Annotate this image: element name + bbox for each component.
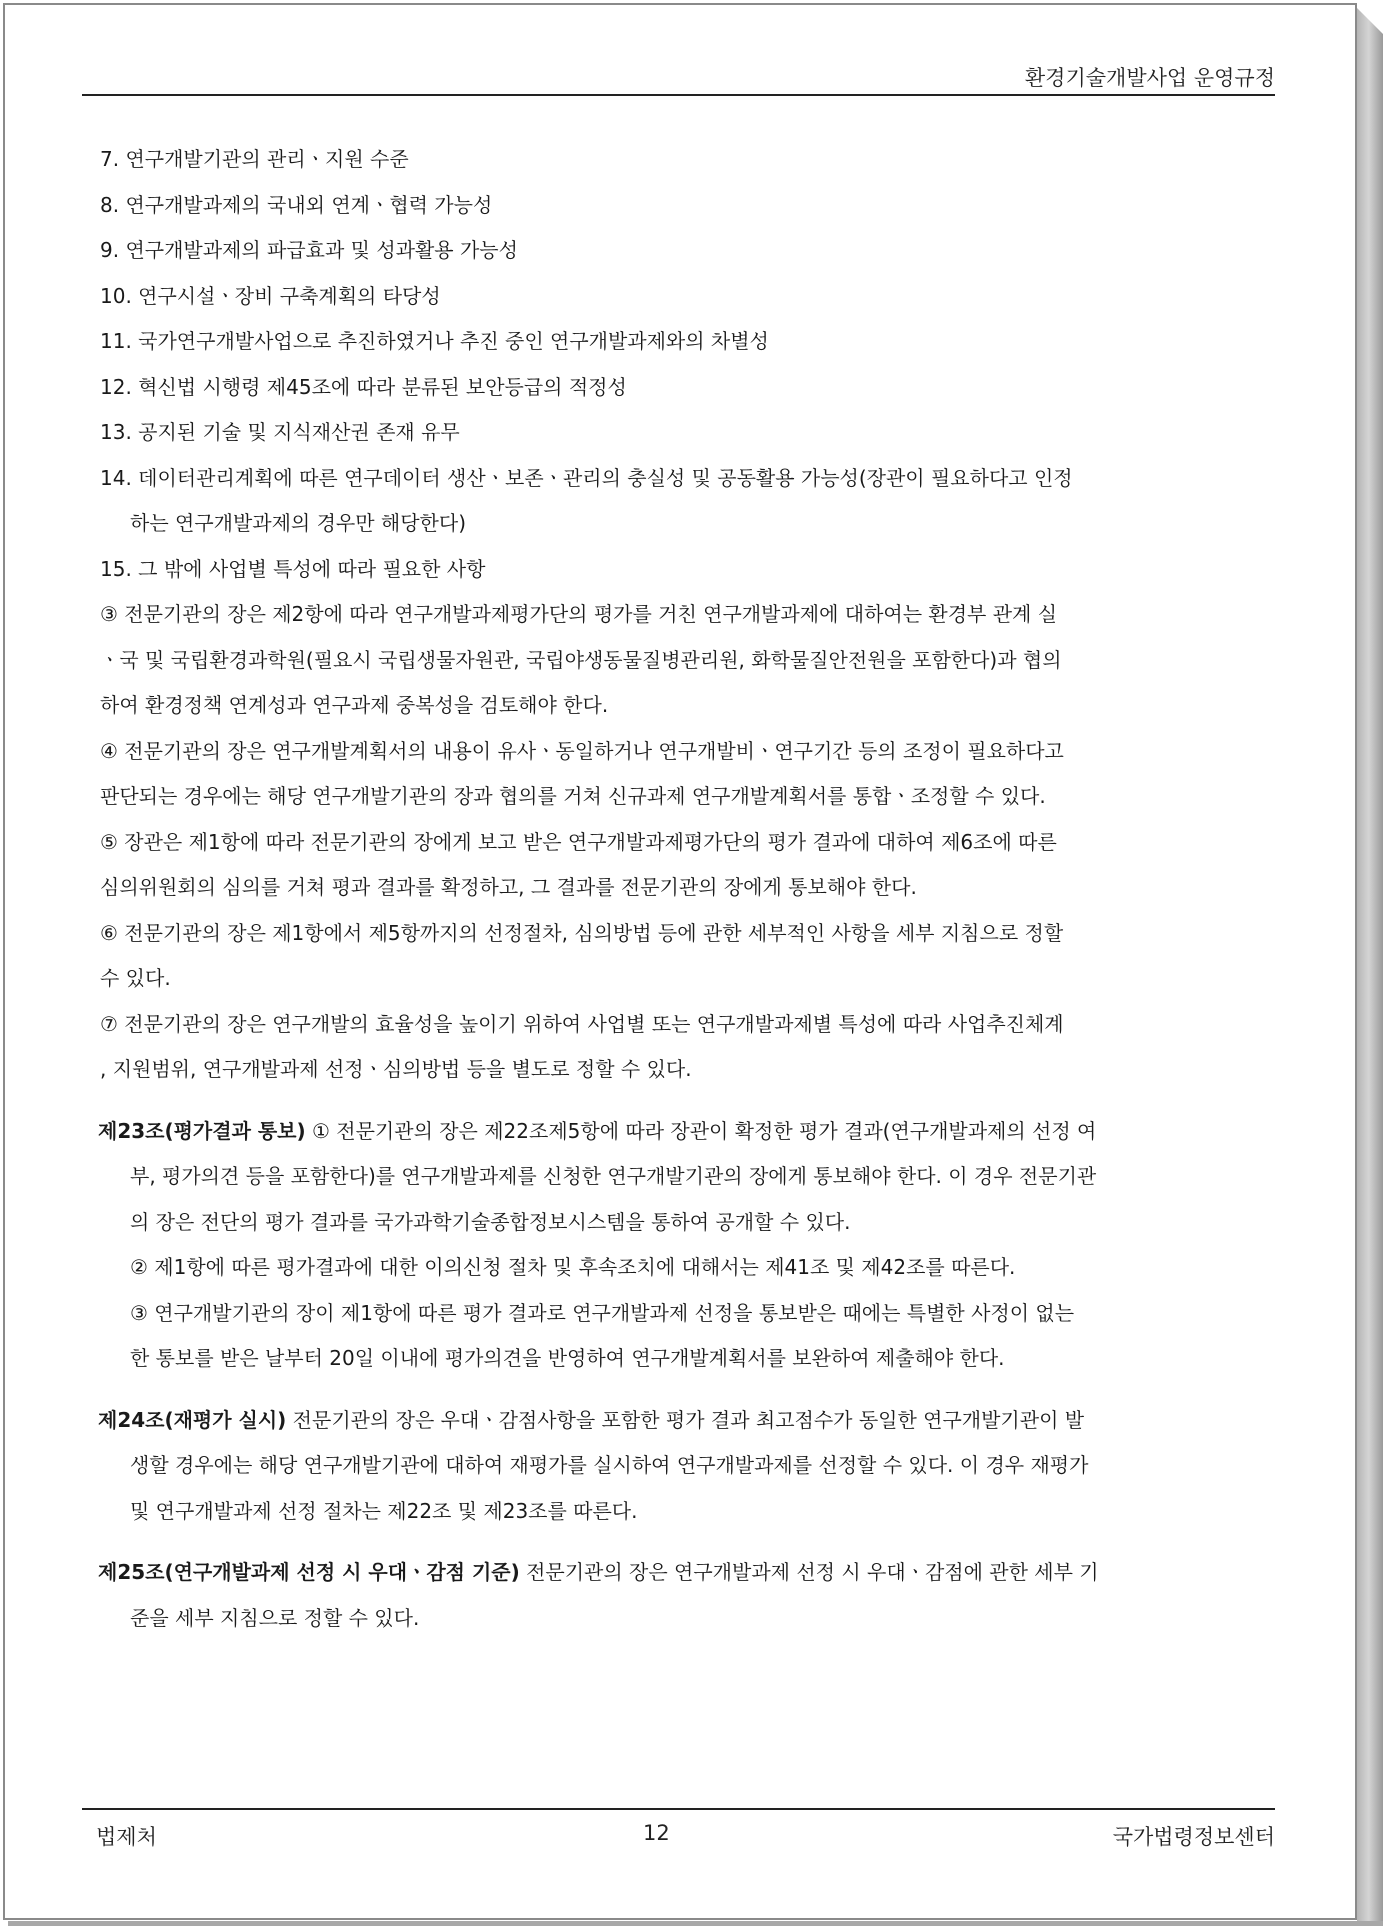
section-gap <box>100 1382 1275 1398</box>
footer-rule <box>82 1808 1275 1810</box>
paragraph-line: ㆍ국 및 국립환경과학원(필요시 국립생물자원관, 국립야생동물질병관리원, 화학물질안전원을 포함한다)과 협의 <box>100 647 1062 672</box>
header-title: 환경기술개발사업 운영규정 <box>1024 66 1275 90</box>
article-23-heading: 제23조(평가결과 통보) <box>98 1118 306 1143</box>
paragraph-line: 하여 환경정책 연계성과 연구과제 중복성을 검토해야 한다. <box>100 693 609 717</box>
article-23-line: 한 통보를 받은 날부터 20일 이내에 평가의견을 반영하여 연구개발계획서를 보완하여 제출해야 한다. <box>130 1346 1005 1370</box>
article-23-line: ② 제1항에 따른 평가결과에 대한 이의신청 절차 및 후속조치에 대해서는 제41조 및 제42조를 따른다. <box>130 1255 1016 1279</box>
paragraph-line: ④ 전문기관의 장은 연구개발계획서의 내용이 유사ㆍ동일하거나 연구개발비ㆍ연구기간 등의 조정이 필요하다고 <box>100 738 1064 763</box>
paragraph-line: 심의위원회의 심의를 거쳐 평과 결과를 확정하고, 그 결과를 전문기관의 장에게 통보해야 한다. <box>100 875 917 899</box>
footer-source: 법제처 <box>96 1825 157 1849</box>
page-bottom-shadow <box>8 1921 1383 1926</box>
article-24-text: 전문기관의 장은 우대ㆍ감점사항을 포함한 평가 결과 최고점수가 동일한 연구개발기관이 발 <box>286 1407 1085 1432</box>
list-item: 11. 국가연구개발사업으로 추진하였거나 추진 중인 연구개발과제와의 차별성 <box>100 329 769 353</box>
article-23-text: ① 전문기관의 장은 제22조제5항에 따라 장관이 확정한 평가 결과(연구개발과제의 선정 여 <box>305 1118 1097 1143</box>
article-23-line: 부, 평가의견 등을 포함한다)를 연구개발과제를 신청한 연구개발기관의 장에게 통보해야 한다. 이 경우 전문기관 <box>130 1164 1097 1188</box>
section-gap <box>100 1534 1275 1550</box>
document-body <box>100 137 1275 1641</box>
article-25-heading: 제25조(연구개발과제 선정 시 우대ㆍ감점 기준) <box>98 1560 520 1584</box>
article-23-line: 의 장은 전단의 평가 결과를 국가과학기술종합정보시스템을 통하여 공개할 수 있다. <box>130 1209 851 1234</box>
article-24-line <box>98 1398 1275 1444</box>
page-curl-shadow <box>1357 8 1383 1923</box>
article-24-heading: 제24조(재평가 실시) <box>98 1407 287 1432</box>
list-item: 12. 혁신법 시행령 제45조에 따라 분류된 보안등급의 적정성 <box>100 374 627 399</box>
list-item: 14. 데이터관리계획에 따른 연구데이터 생산ㆍ보존ㆍ관리의 충실성 및 공동활용 가능성(장관이 필요하다고 인정 <box>100 465 1073 490</box>
article-23-line <box>98 1109 1275 1155</box>
list-item: 9. 연구개발과제의 파급효과 및 성과활용 가능성 <box>100 238 518 262</box>
page-number: 12 <box>643 1821 670 1845</box>
paragraph-line: ⑤ 장관은 제1항에 따라 전문기관의 장에게 보고 받은 연구개발과제평가단의 평가 결과에 대하여 제6조에 따른 <box>100 829 1057 854</box>
header-rule <box>82 94 1275 96</box>
article-25-text: 전문기관의 장은 연구개발과제 선정 시 우대ㆍ감점에 관한 세부 기 <box>519 1560 1099 1584</box>
paragraph-line: , 지원범위, 연구개발과제 선정ㆍ심의방법 등을 별도로 정할 수 있다. <box>100 1057 692 1081</box>
list-item: 13. 공지된 기술 및 지식재산권 존재 유무 <box>100 420 460 444</box>
list-item: 8. 연구개발과제의 국내외 연계ㆍ협력 가능성 <box>100 192 493 217</box>
list-item: 10. 연구시설ㆍ장비 구축계획의 타당성 <box>100 283 441 308</box>
paragraph-line: ⑦ 전문기관의 장은 연구개발의 효율성을 높이기 위하여 사업별 또는 연구개발과제별 특성에 따라 사업추진체계 <box>100 1011 1064 1036</box>
list-item: 15. 그 밖에 사업별 특성에 따라 필요한 사항 <box>100 556 486 581</box>
paragraph-line: 수 있다. <box>100 966 171 990</box>
footer-publisher: 국가법령정보센터 <box>1112 1825 1275 1849</box>
section-gap <box>100 1093 1275 1109</box>
list-item-continuation: 하는 연구개발과제의 경우만 해당한다) <box>130 511 466 535</box>
paragraph-line: ③ 전문기관의 장은 제2항에 따라 연구개발과제평가단의 평가를 거친 연구개발과제에 대하여는 환경부 관계 실 <box>100 602 1058 626</box>
paragraph-line: ⑥ 전문기관의 장은 제1항에서 제5항까지의 선정절차, 심의방법 등에 관한 세부적인 사항을 세부 지침으로 정할 <box>100 920 1064 945</box>
article-25-line: 준을 세부 지침으로 정할 수 있다. <box>130 1605 420 1630</box>
article-23-line: ③ 연구개발기관의 장이 제1항에 따른 평가 결과로 연구개발과제 선정을 통보받은 때에는 특별한 사정이 없는 <box>130 1300 1075 1325</box>
article-24-line: 및 연구개발과제 선정 절차는 제22조 및 제23조를 따른다. <box>130 1498 638 1523</box>
paragraph-line: 판단되는 경우에는 해당 연구개발기관의 장과 협의를 거쳐 신규과제 연구개발계획서를 통합ㆍ조정할 수 있다. <box>100 784 1046 808</box>
article-25-line <box>98 1550 1275 1596</box>
list-item: 7. 연구개발기관의 관리ㆍ지원 수준 <box>100 147 409 171</box>
article-24-line: 생할 경우에는 해당 연구개발기관에 대하여 재평가를 실시하여 연구개발과제를 선정할 수 있다. 이 경우 재평가 <box>130 1453 1089 1477</box>
